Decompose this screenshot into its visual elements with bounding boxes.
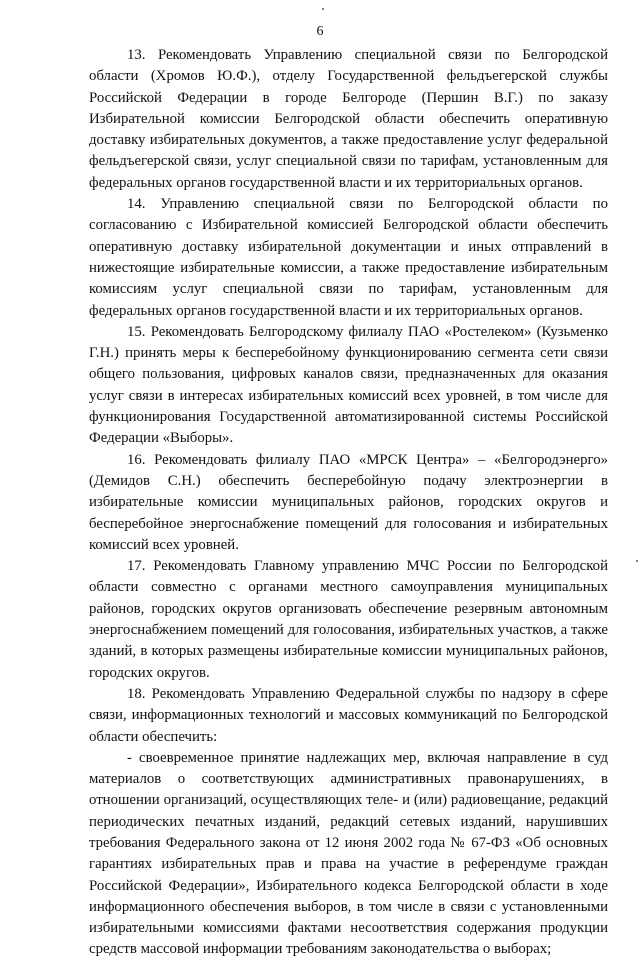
paragraph-17: 17. Рекомендовать Главному управлению МЧС России по Белгородской области совместно с органами местного самоуправления муниципальных районов, городских округов организовать обеспечение резервным автономным энергоснабжением помещений для голосования, избирательных участков, а также зданий, в которых размещены избирательные комиссии муниципальных районов, городских округов. [89, 558, 608, 681]
paragraph-16: 16. Рекомендовать филиалу ПАО «МРСК Центра» – «Белгородэнерго» (Демидов С.Н.) обеспечить бесперебойную подачу электроэнергии в избирательные комиссии муниципальных районов, городских округов и бесперебойное энергоснабжение помещений для голосования и избирательных комиссий всех уровней. [89, 451, 608, 553]
page-number: 6 [316, 24, 324, 39]
scan-speck [322, 8, 324, 10]
paragraph-15: 15. Рекомендовать Белгородскому филиалу ПАО «Ростелеком» (Кузьменко Г.Н.) принять меры к бесперебойному функционированию сегмента сети связи общего пользования, цифровых каналов связи, предназначенных для оказания услуг связи в интересах избирательных комиссий всех уровней, в том числе для функционирования Государственной автоматизированной системы Российской Федерации «Выборы». [89, 323, 608, 447]
paragraph-14: 14. Управлению специальной связи по Белгородской области по согласованию с Избирательной комиссией Белгородской области обеспечить оперативную доставку избирательной документации и иных отправлений в нижестоящие избирательные комиссии, а также предоставление избирательным комиссиям услуг специальной связи по тарифам, установленным для федеральных органов государственной власти и их территориальных органов. [89, 196, 608, 319]
paragraph-18-bullet-1: - своевременное принятие надлежащих мер, включая направление в суд материалов о соответствующих административных правонарушениях, в отношении организаций, осуществляющих теле- и (или) радиовещание, редакций периодических печатных изданий, редакций сетевых изданий, нарушивших требования Федерального закона от 12 июня 2002 года № 67-ФЗ «Об основных гарантиях избирательных прав и права на участие в референдуме граждан Российской Федерации», Избирательного кодекса Белгородской области в ходе информационного обеспечения выборов, в том числе в связи с установленными избирательными комиссиями фактами несоответствия содержания продукции средств массовой информации требованиям законодательства о выборах; [89, 749, 608, 958]
paragraph-18: 18. Рекомендовать Управлению Федеральной службы по надзору в сфере связи, информационных технологий и массовых коммуникаций по Белгородской области обеспечить: [89, 685, 608, 745]
document-body [89, 45, 608, 961]
paragraph-13: 13. Рекомендовать Управлению специальной связи по Белгородской области (Хромов Ю.Ф.), отделу Государственной фельдъегерской службы Российской Федерации в городе Белгороде (Першин В.Г.) по заказу Избирательной комиссии Белгородской области обеспечить оперативную доставку избирательных документов, а также предоставление услуг федеральной фельдъегерской связи, услуг специальной связи по тарифам, установленным для федеральных органов государственной власти и их территориальных органов. [89, 47, 608, 191]
scan-speck [636, 560, 638, 562]
